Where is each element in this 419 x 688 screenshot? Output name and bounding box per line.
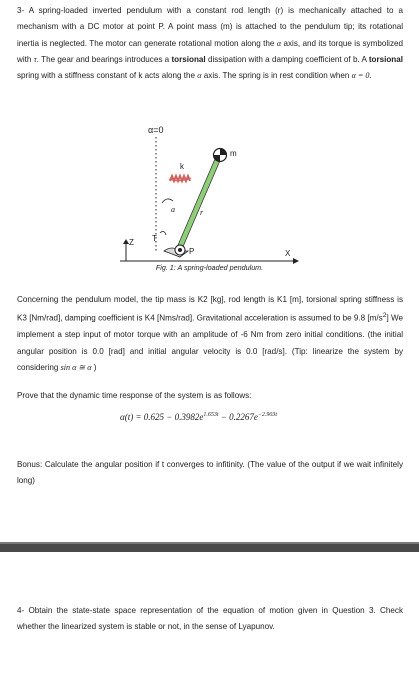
z-label: Z bbox=[129, 238, 134, 247]
a-label: a bbox=[171, 205, 175, 214]
r-label: r bbox=[200, 208, 204, 217]
k-label: k bbox=[180, 162, 184, 171]
time-response-equation: $\alpha(t) = 0.625 - 0.3982e^{1.653t} - 0.2267e^{-2.903t}$ bbox=[120, 412, 278, 422]
p-label: P bbox=[189, 247, 195, 256]
question-4-text: 4- Obtain the state-state space representation of the equation of motion given in Question 3. Check whether the linearized system is stable or not, in the sense of Lyapunov. bbox=[17, 606, 403, 632]
rest-condition: α = 0. bbox=[351, 71, 372, 81]
pendulum-figure bbox=[100, 123, 310, 273]
m-label: m bbox=[230, 149, 237, 158]
torque-arrow bbox=[160, 231, 166, 235]
model-parameters-text: Concerning the pendulum model, the tip mass is K2 [kg], rod length is K1 [m], torsional spring stiffness is K3 [Nm/rad], damping coefficient is K4 [Nms/rad]. Gravitational acceleration is assumed to be 9.8 $[m/s^2]$ We implement a step input of motor torque with an amplitude of -6 Nm from zero initial conditions. (the initial angular position is 0.0 [rad] and initial angular velocity is 0.0 [rad/s]. (Tip: linearize the system by considering sin α ≅ α ) bbox=[17, 295, 403, 372]
t-label: T bbox=[152, 234, 157, 243]
linearization-approx: sin α ≅ α bbox=[60, 362, 92, 372]
pendulum-rod bbox=[180, 154, 220, 247]
bonus-question: Bonus: Calculate the angular position if t converges to infitinity. (The value of the output if we wait infinitely long) bbox=[17, 460, 403, 486]
alpha-symbol: α bbox=[276, 38, 282, 48]
alpha-arc bbox=[162, 199, 173, 203]
section-separator bbox=[0, 544, 419, 552]
prove-statement: Prove that the dynamic time response of the system is as follows: bbox=[17, 391, 252, 400]
tau-symbol: τ bbox=[33, 54, 37, 64]
alpha-zero-label: α=0 bbox=[148, 125, 164, 135]
question-3-text: 3- A spring-loaded inverted pendulum with a constant rod length (r) is mechanically attached to a mechanism with a DC motor at point P. A point mass (m) is attached to the pendulum tip; its rotational inertia is neglected. The motor can generate rotational motion along the α axis, and its torque is symbolized with τ. The gear and bearings introduces a torsional dissipation with a damping coefficient of b. A torsional spring with a stiffness constant of k acts along the α axis. The spring is in rest condition when α = 0. bbox=[17, 6, 403, 81]
x-label: X bbox=[285, 249, 291, 258]
figure-caption: Fig. 1: A spring-loaded pendulum. bbox=[155, 263, 264, 272]
